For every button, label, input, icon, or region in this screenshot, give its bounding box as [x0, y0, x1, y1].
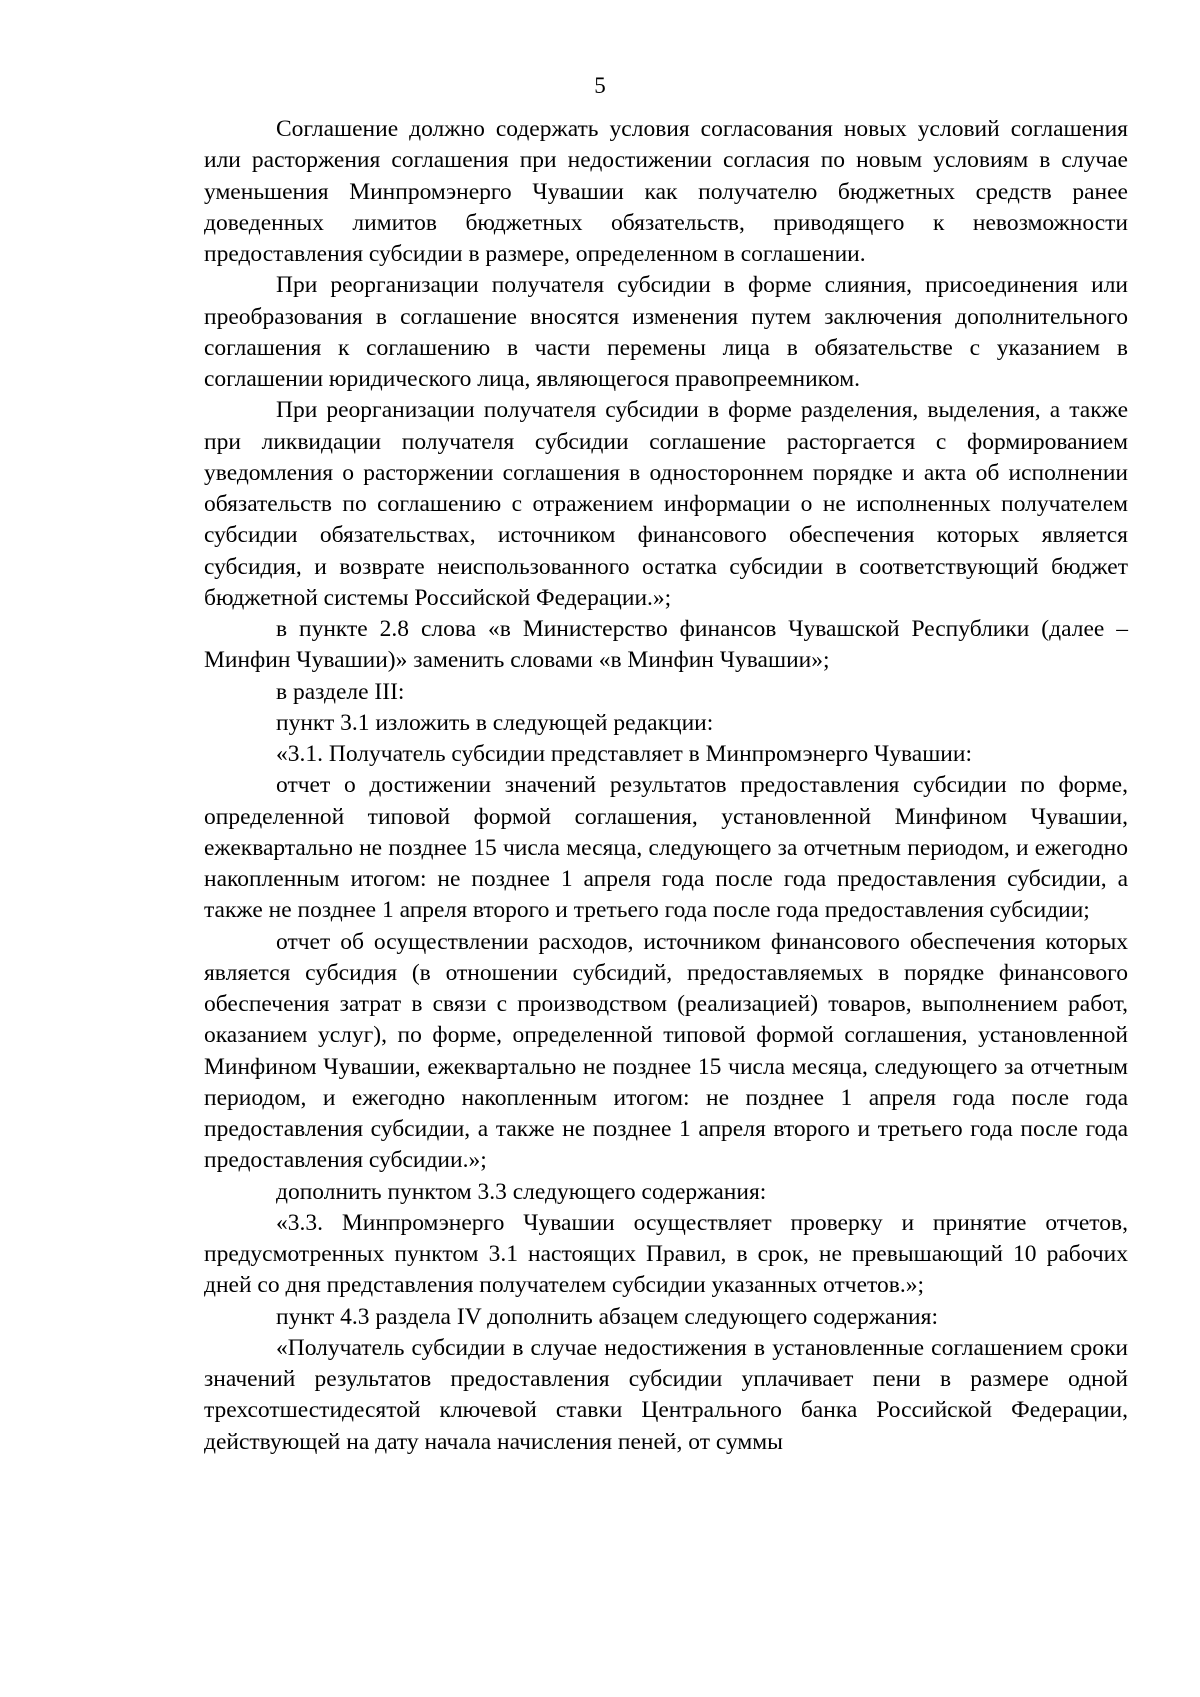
paragraph-results-report: отчет о достижении значений результатов предоставления субсидии по форме, определенной типовой формой соглашения, установленной Минфином Чувашии, ежеквартально не позднее 15 числа месяца, следующего за отчетным периодом, и ежегодно накопленным итогом: не позднее 1 апреля года после года предоставления субсидии, а также не позднее 1 апреля второго и третьего года после года предоставления субсидии; [204, 772, 1128, 924]
paragraph-agreement-conditions: Соглашение должно содержать условия согласования новых условий соглашения или расторжения соглашения при недостижении согласия по новым условиям в случае уменьшения Минпромэнерго Чувашии как получателю бюджетных средств ранее доведенных лимитов бюджетных обязательств, приводящего к невозможности предоставления субсидии в размере, определенном в соглашении. [204, 116, 1128, 267]
paragraph-section-3: в разделе III: [276, 678, 405, 705]
paragraph-reorganization-merger: При реорганизации получателя субсидии в форме слияния, присоединения или преобразования в соглашение вносятся изменения путем заключения дополнительного соглашения к соглашению в части перемены лица в обязательстве с указанием в соглашении юридического лица, являющегося правопреемником. [204, 272, 1128, 392]
paragraph-clause-3-1: «3.1. Получатель субсидии представляет в Минпромэнерго Чувашии: [276, 741, 972, 767]
paragraph-reorganization-division: При реорганизации получателя субсидии в форме разделения, выделения, а также при ликвидации получателя субсидии соглашение расторгается с формированием уведомления о расторжении соглашения в одностороннем порядке и акта об исполнении обязательств по соглашению с отражением информации о не исполненных получателем субсидии обязательствах, источником финансового обеспечения которых является субсидия, и возврате неиспользованного остатка субсидии в соответствующий бюджет бюджетной системы Российской Федерации.»; [204, 397, 1128, 611]
paragraph-clause-4-3-intro: пункт 4.3 раздела IV дополнить абзацем следующего содержания: [276, 1303, 938, 1330]
paragraph-clause-2-8: в пункте 2.8 слова «в Министерство финансов Чувашской Республики (далее – Минфин Чувашии)» заменить словами «в Минфин Чувашии»; [204, 616, 1128, 674]
paragraph-clause-3-1-intro: пункт 3.1 изложить в следующей редакции: [276, 709, 714, 736]
document-body [204, 114, 1128, 1458]
paragraph-clause-3-3-intro: дополнить пунктом 3.3 следующего содержания: [276, 1178, 767, 1205]
paragraph-expenses-report: отчет об осуществлении расходов, источником финансового обеспечения которых является субсидия (в отношении субсидий, предоставляемых в порядке финансового обеспечения затрат в связи с производством (реализацией) товаров, выполнением работ, оказанием услуг), по форме, определенной типовой формой соглашения, установленной Минфином Чувашии, ежеквартально не позднее 15 числа месяца, следующего за отчетным периодом, и ежегодно накопленным итогом: не позднее 1 апреля года после года предоставления субсидии, а также не позднее 1 апреля второго и третьего года после года предоставления субсидии.»; [204, 928, 1128, 1174]
paragraph-penalty: «Получатель субсидии в случае недостижения в установленные соглашением сроки значений результатов предоставления субсидии уплачивает пени в размере одной трехсотшестидесятой ключевой ставки Центрального банка Российской Федерации, действующей на дату начала начисления пеней, от суммы [204, 1334, 1128, 1455]
page-number: 5 [594, 73, 606, 98]
paragraph-clause-3-3: «3.3. Минпромэнерго Чувашии осуществляет проверку и принятие отчетов, предусмотренных пунктом 3.1 настоящих Правил, в срок, не превышающий 10 рабочих дней со дня представления получателем субсидии указанных отчетов.»; [204, 1209, 1128, 1299]
